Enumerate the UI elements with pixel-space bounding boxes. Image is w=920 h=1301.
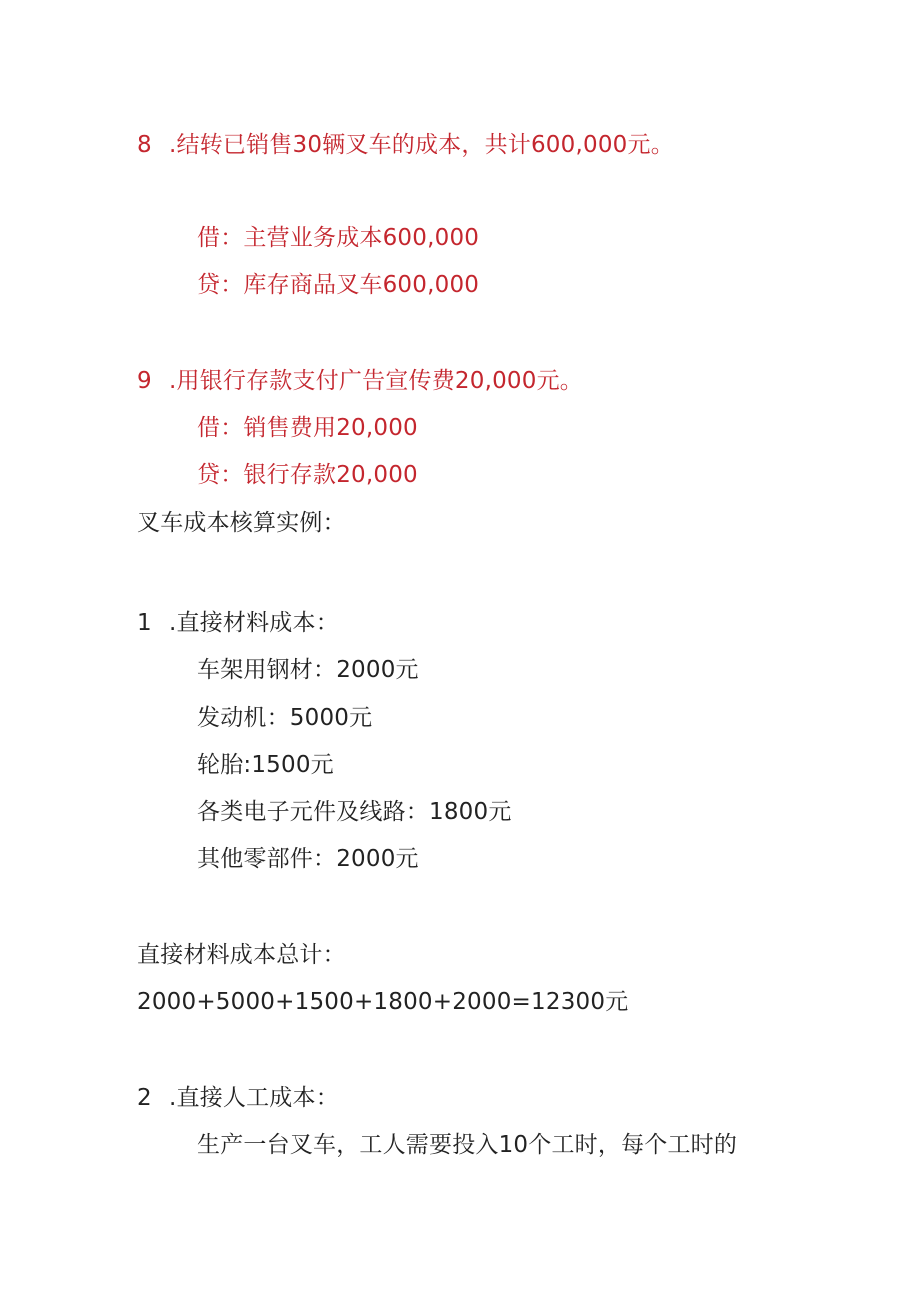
item8-text: .结转已销售30辆叉车的成本，共计600,000元。 [169, 132, 674, 158]
section1-heading [137, 608, 339, 638]
section1-heading-text: .直接材料成本： [169, 610, 339, 636]
section1-number: 1 [137, 610, 152, 636]
item8-heading [137, 130, 674, 160]
section2-text: 生产一台叉车，工人需要投入10个工时，每个工时的 [197, 1132, 738, 1158]
material-total-formula: 2000+5000+1500+1800+2000=12300元 [137, 989, 629, 1015]
material-item: 各类电子元件及线路：1800元 [197, 799, 512, 825]
material-item: 其他零部件：2000元 [197, 846, 419, 872]
item9-text: .用银行存款支付广告宣传费20,000元。 [169, 368, 583, 394]
item8-number: 8 [137, 132, 152, 158]
material-total-label: 直接材料成本总计： [137, 942, 346, 968]
material-item: 发动机：5000元 [197, 705, 373, 731]
item9-debit-entry: 借：销售费用20,000 [197, 415, 418, 441]
item9-number: 9 [137, 368, 152, 394]
section2-heading-text: .直接人工成本： [169, 1085, 339, 1111]
item8-debit-entry: 借：主营业务成本600,000 [197, 225, 480, 251]
material-item: 车架用钢材：2000元 [197, 657, 419, 683]
item8-credit-entry: 贷：库存商品叉车600,000 [197, 272, 480, 298]
section2-number: 2 [137, 1085, 152, 1111]
item9-heading [137, 366, 583, 396]
material-item: 轮胎:1500元 [197, 752, 334, 778]
example-title: 叉车成本核算实例： [137, 510, 346, 536]
item9-credit-entry: 贷：银行存款20,000 [197, 462, 418, 488]
section2-heading [137, 1083, 339, 1113]
